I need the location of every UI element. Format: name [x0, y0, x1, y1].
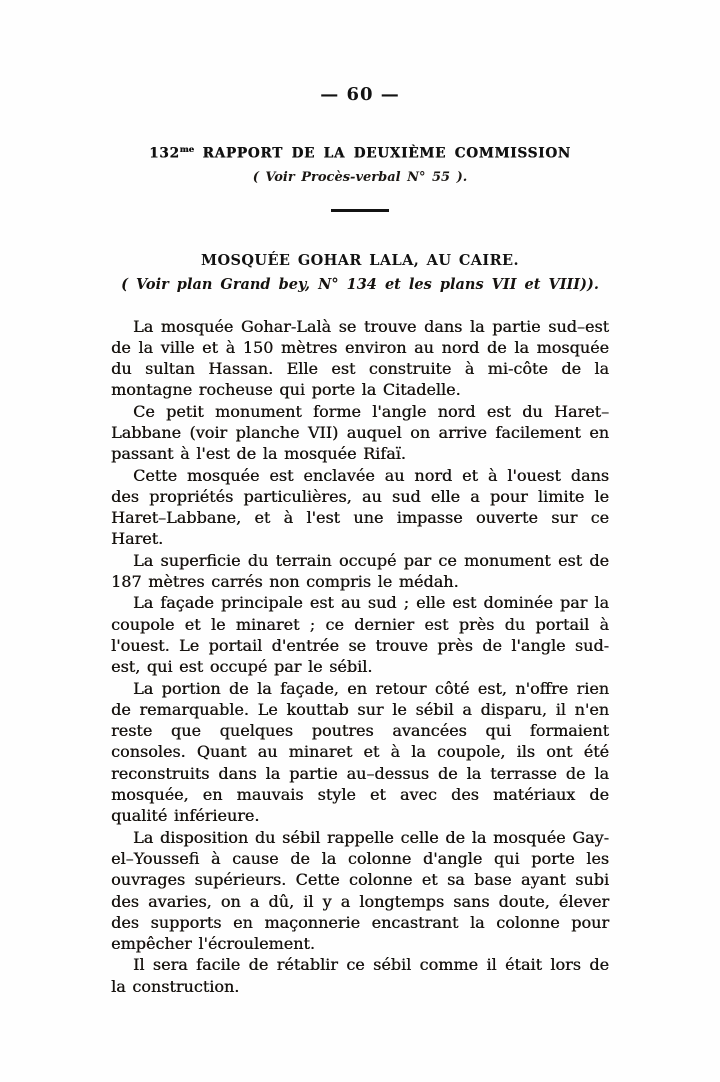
page-number: — 60 —: [320, 84, 400, 105]
report-number-ordinal-sup: me: [179, 145, 195, 155]
paragraph-3: Cette mosquée est enclavée au nord et à l'ouest dans des propriétés particulières, au sud elle a pour limite le Haret–Labbane, et à l'est une impasse ouverte sur ce Haret.: [111, 465, 609, 549]
paragraph-2: Ce petit monument forme l'angle nord est du Haret–Labbane (voir planche VII) auquel on arrive facilement en passant à l'est de la mosquée Rifaï.: [111, 401, 609, 464]
report-title: RAPPORT DE LA DEUXIÈME COMMISSION: [194, 145, 571, 162]
paragraph-6: La portion de la façade, en retour côté est, n'offre rien de remarquable. Le kouttab sur le sébil a disparu, il n'en reste que quelques poutres avancées qui formaient consoles. Quant au minaret et à la coupole, ils ont été reconstruits dans la partie au–dessus de la terrasse de la mosquée, en mauvais style et avec des matériaux de qualité inférieure.: [111, 678, 609, 826]
paragraph-4: La superficie du terrain occupé par ce monument est de 187 mètres carrés non compris le médah.: [111, 550, 609, 592]
paragraph-1: La mosquée Gohar-Lalà se trouve dans la partie sud–est de la ville et à 150 mètres environ au nord de la mosquée du sultan Hassan. Elle est construite à mi-côte de la montagne rocheuse qui porte la Citadelle.: [111, 316, 609, 400]
divider-rule: [331, 209, 389, 212]
body-text: [111, 316, 609, 998]
paragraph-5: La façade principale est au sud ; elle est dominée par la coupole et le minaret ; ce dernier est près du portail à l'ouest. Le portail d'entrée se trouve près de l'angle sud-est, qui est occupé par le sébil.: [111, 593, 609, 677]
paragraph-8: Il sera facile de rétablir ce sébil comme il était lors de la construction.: [111, 955, 609, 996]
report-subtitle: ( Voir Procès-verbal N° 55 ).: [252, 169, 468, 185]
section-title: MOSQUÉE GOHAR LALA, AU CAIRE.: [201, 251, 519, 269]
report-number: 132: [149, 145, 180, 162]
report-header: [0, 145, 720, 162]
section-subtitle: ( Voir plan Grand bey, N° 134 et les plans VII et VIII)).: [121, 275, 599, 293]
paragraph-7: La disposition du sébil rappelle celle de la mosquée Gay-el–Youssefi à cause de la colonne d'angle qui porte les ouvrages supérieurs. Cette colonne et sa base ayant subi des avaries, on a dû, il y a longtemps sans doute, élever des supports en maçonnerie encastrant la colonne pour empêcher l'écroulement.: [111, 827, 609, 954]
